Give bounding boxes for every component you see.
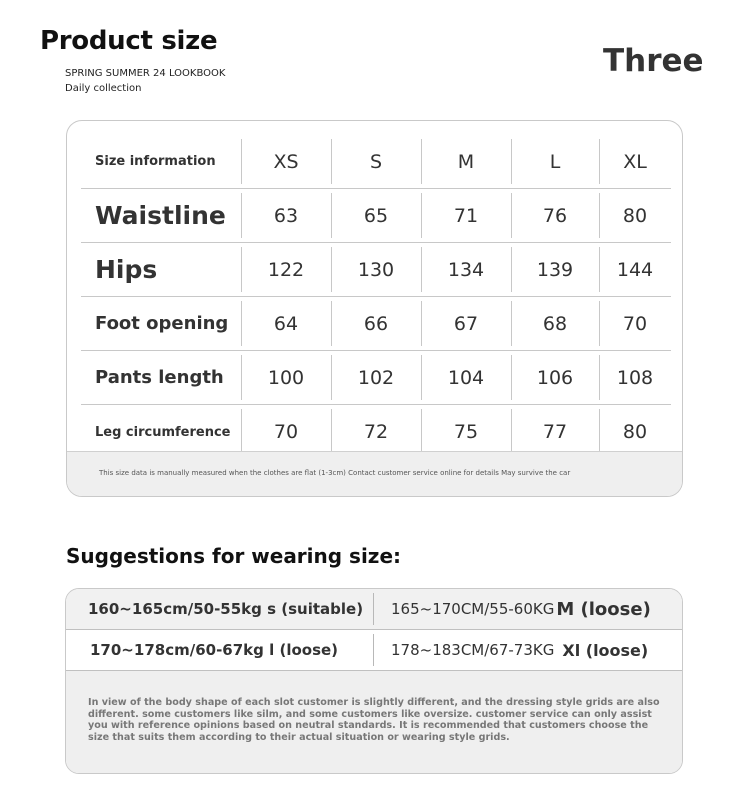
table-cell: 70 bbox=[273, 421, 299, 443]
variant-label: Three bbox=[603, 43, 704, 79]
table-cell: 71 bbox=[453, 204, 479, 227]
size-table bbox=[81, 135, 671, 459]
suggestion-right-measure: 165~170CM/55-60KG bbox=[391, 600, 555, 618]
table-cell: 72 bbox=[363, 421, 389, 443]
table-cell: 63 bbox=[273, 204, 299, 227]
suggestion-row bbox=[66, 630, 682, 671]
table-row-waistline bbox=[81, 189, 671, 243]
measurement-note: This size data is manually measured when the clothes are flat (1-3cm) Contact customer service online for details May survive the car bbox=[99, 469, 571, 477]
row-label-foot-opening: Foot opening bbox=[95, 313, 229, 334]
suggestions-title: Suggestions for wearing size: bbox=[66, 544, 402, 568]
table-cell: 122 bbox=[267, 258, 305, 281]
table-cell: 70 bbox=[622, 312, 648, 335]
table-cell: 108 bbox=[616, 366, 654, 389]
disclaimer-text: In view of the body shape of each slot customer is slightly different, and the dressing style grids are also different. some customers like silm, and some customers like oversize. customer service can only assist you with reference opinions based on neutral standards. It is recommended that customers choose the size that suits them according to their actual situation or wearing style grids. bbox=[88, 697, 660, 743]
table-cell: 64 bbox=[273, 312, 299, 335]
row-label-hips: Hips bbox=[95, 255, 158, 284]
table-cell: 75 bbox=[453, 421, 479, 443]
table-cell: 102 bbox=[357, 366, 395, 389]
size-chart-card bbox=[66, 120, 683, 497]
disclaimer-panel bbox=[66, 671, 682, 774]
size-header-s: S bbox=[369, 150, 383, 173]
suggestions-card bbox=[65, 588, 683, 774]
table-row-foot-opening bbox=[81, 297, 671, 351]
table-cell: 66 bbox=[363, 312, 389, 335]
table-row-pants-length bbox=[81, 351, 671, 405]
table-cell: 134 bbox=[447, 258, 485, 281]
suggestion-right bbox=[391, 589, 651, 629]
table-cell: 130 bbox=[357, 258, 395, 281]
table-cell: 144 bbox=[616, 258, 654, 281]
size-header-xs: XS bbox=[273, 150, 299, 173]
suggestion-right-measure: 178~183CM/67-73KG bbox=[391, 641, 555, 659]
page-title: Product size bbox=[40, 26, 218, 56]
table-cell: 80 bbox=[622, 204, 648, 227]
size-header-l: L bbox=[549, 150, 561, 173]
size-header-m: M bbox=[457, 150, 475, 173]
size-information-header: Size information bbox=[95, 154, 216, 169]
table-cell: 77 bbox=[542, 421, 568, 443]
suggestion-right-size: M (loose) bbox=[556, 598, 651, 620]
row-label-waistline: Waistline bbox=[95, 201, 226, 230]
suggestion-right bbox=[391, 630, 648, 670]
table-cell: 65 bbox=[363, 204, 389, 227]
table-cell: 80 bbox=[622, 421, 648, 443]
table-cell: 67 bbox=[453, 312, 479, 335]
measurement-note-bar bbox=[67, 451, 682, 497]
table-cell: 100 bbox=[267, 366, 305, 389]
suggestion-left: 160~165cm/50-55kg s (suitable) bbox=[88, 600, 364, 618]
table-header-row bbox=[81, 135, 671, 189]
suggestion-row bbox=[66, 589, 682, 630]
table-cell: 76 bbox=[542, 204, 568, 227]
row-label-leg-circumference: Leg circumference bbox=[95, 424, 231, 440]
size-header-xl: XL bbox=[623, 150, 647, 173]
lookbook-subtitle: SPRING SUMMER 24 LOOKBOOK bbox=[65, 68, 226, 79]
table-cell: 106 bbox=[536, 366, 574, 389]
table-row-hips bbox=[81, 243, 671, 297]
row-label-pants-length: Pants length bbox=[95, 367, 224, 388]
collection-subtitle: Daily collection bbox=[65, 83, 142, 94]
suggestion-left: 170~178cm/60-67kg l (loose) bbox=[90, 641, 339, 659]
table-cell: 68 bbox=[542, 312, 568, 335]
suggestion-right-size: Xl (loose) bbox=[562, 640, 649, 660]
table-cell: 104 bbox=[447, 366, 485, 389]
table-cell: 139 bbox=[536, 258, 574, 281]
